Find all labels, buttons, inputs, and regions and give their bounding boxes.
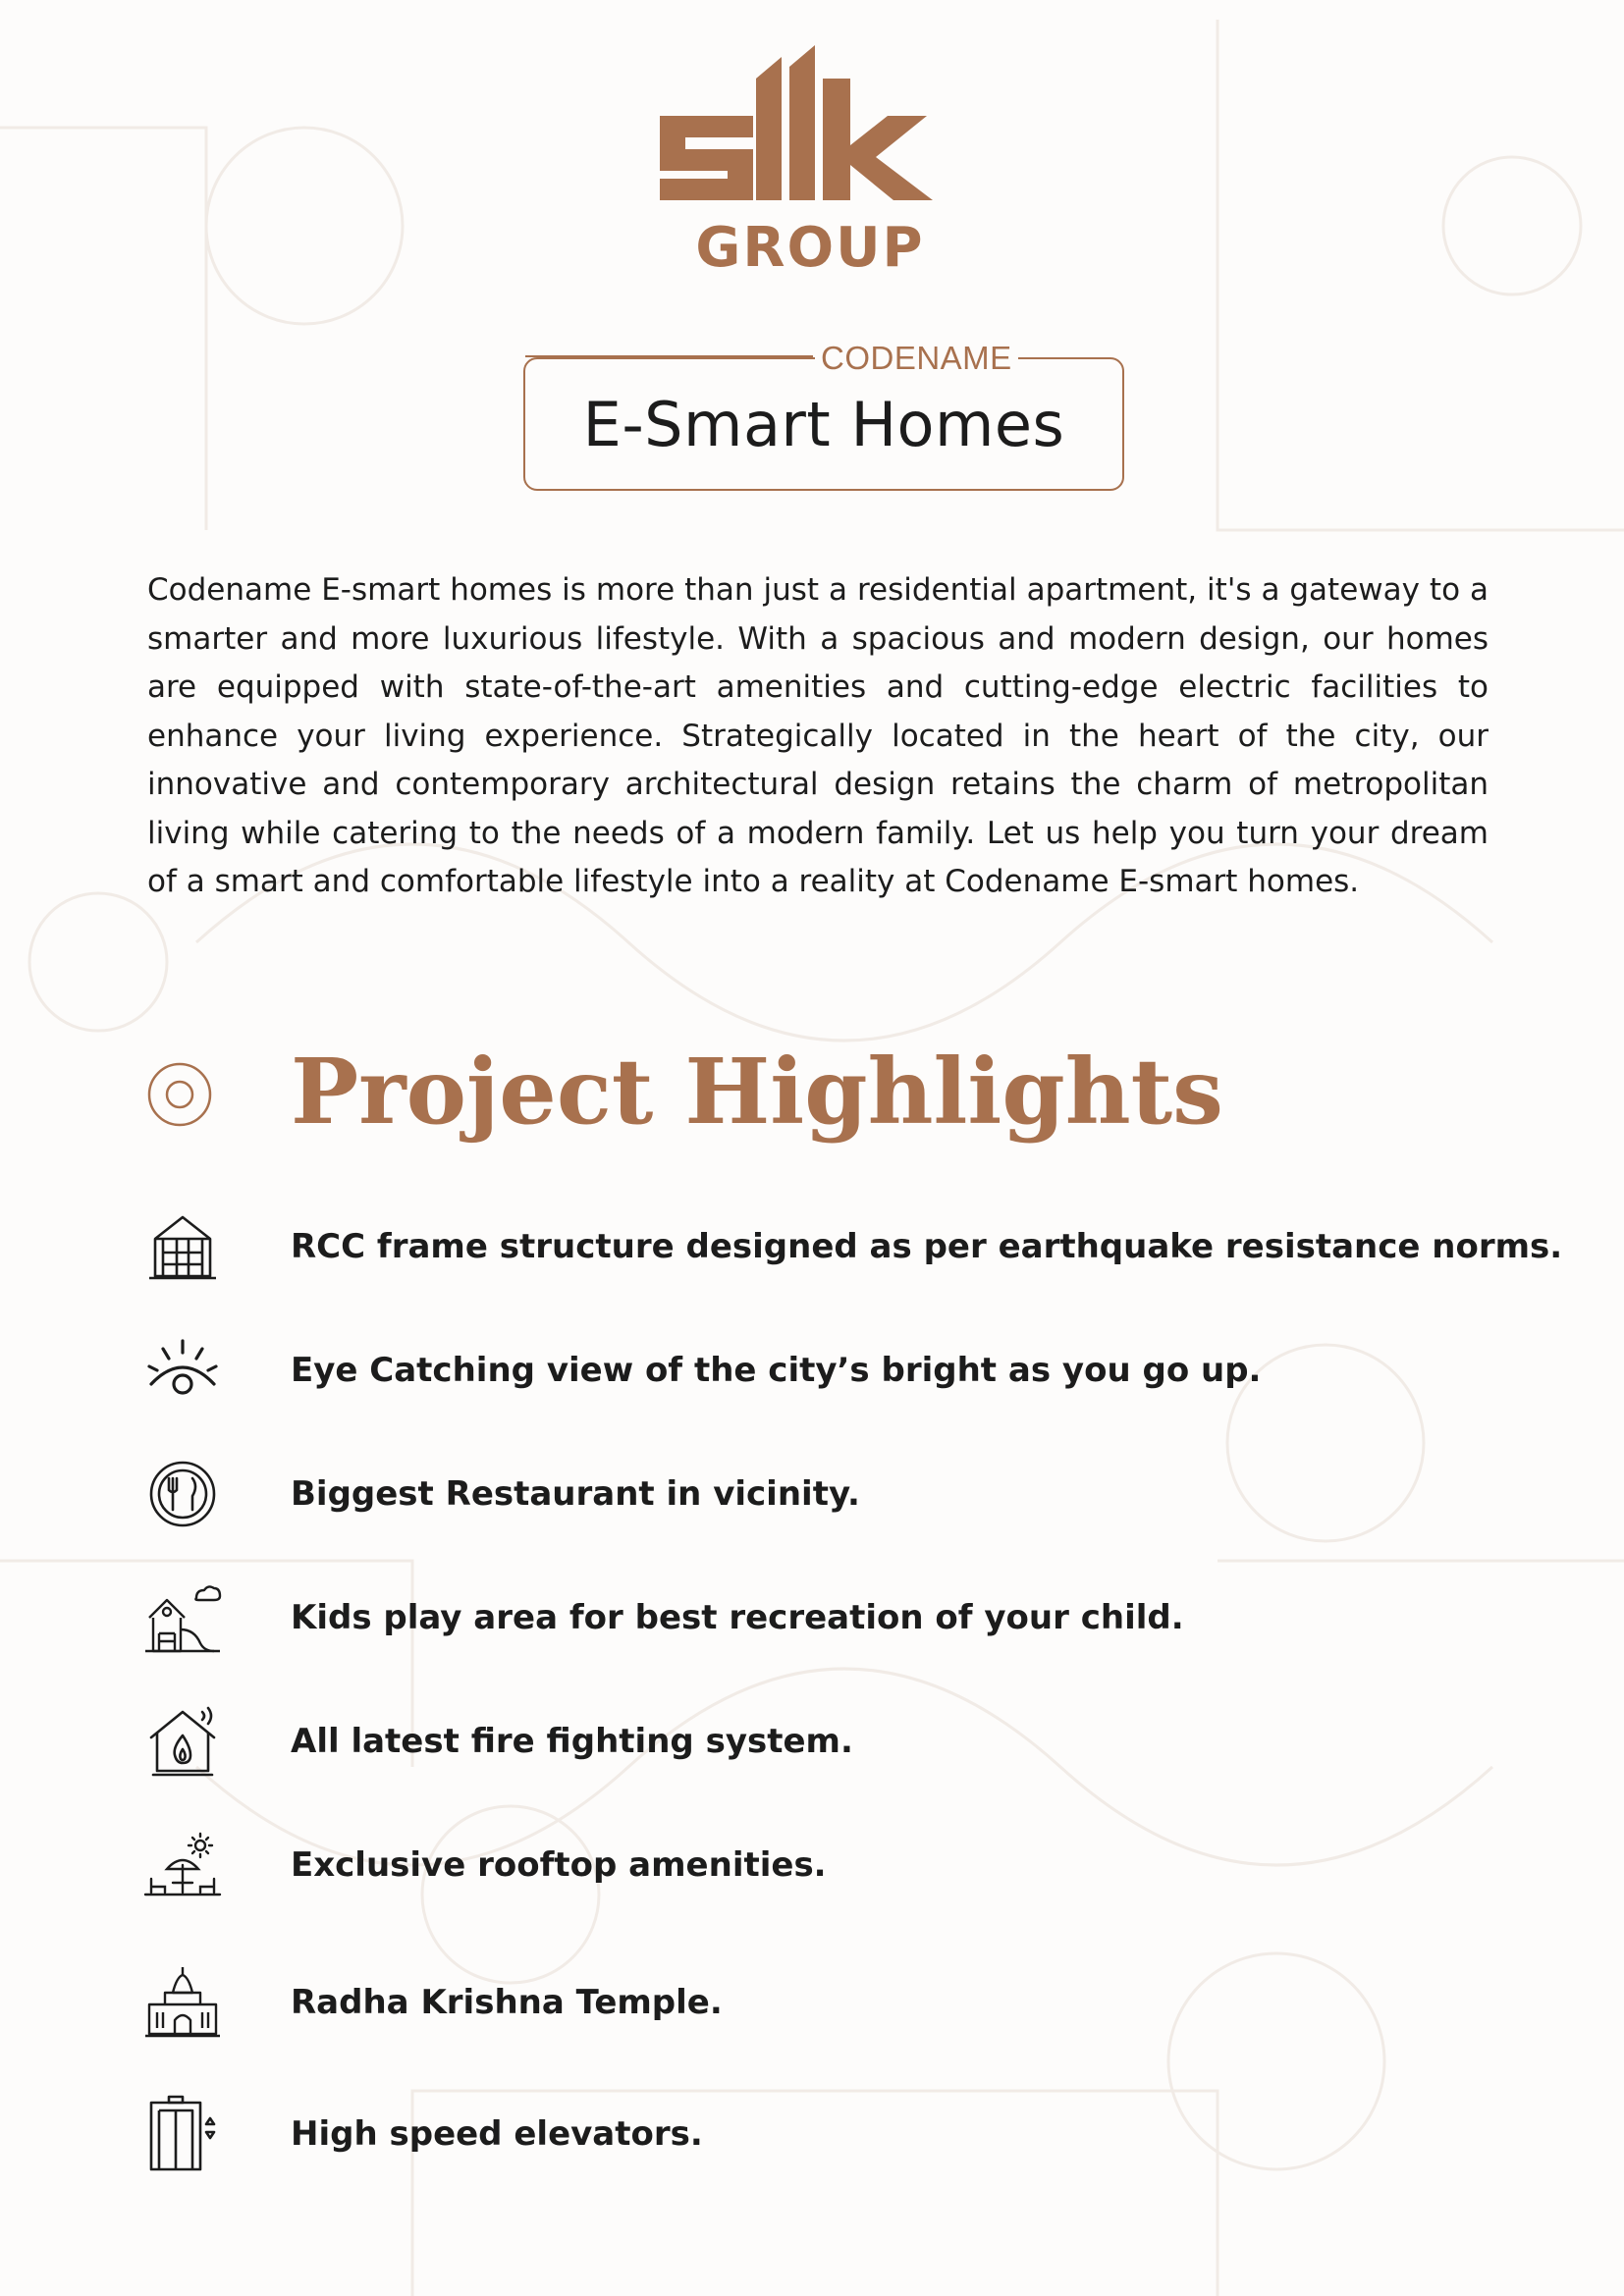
highlight-text: Exclusive rooftop amenities. [291,1845,827,1885]
restaurant-icon [143,1455,222,1533]
elevator-icon [143,2095,222,2173]
fire-fighting-icon [143,1702,222,1781]
list-item [137,1953,1591,2052]
list-item [137,1816,1591,1914]
codename-label: CODENAME [815,342,1018,375]
highlight-text: RCC frame structure designed as per earthquake resistance norms. [291,1227,1563,1266]
highlight-text: Radha Krishna Temple. [291,1983,723,2022]
codename-rule-left [525,355,813,357]
target-circle-icon [146,1061,213,1128]
intro-paragraph: Codename E-smart homes is more than just a residential apartment, it's a gateway to a smarter and more luxurious lifestyle. With a spacious and modern design, our homes are equipped with state-of-the-art amenities and cutting-edge electric facilities to enhance your living experience. Strategically located in the heart of the city, our innovative and contemporary architectural design retains the charm of metropolitan living while catering to the needs of a modern family. Let us help you turn your dream of a smart and comfortable lifestyle into a reality at Codename E-smart homes. [147,572,1489,899]
highlight-text: All latest fire fighting system. [291,1722,853,1761]
project-title: E-Smart Homes [582,389,1065,460]
list-item [137,1445,1591,1543]
highlight-text: Eye Catching view of the city’s bright as you go up. [291,1351,1262,1390]
list-item [137,2085,1591,2183]
brand-logo [648,39,972,285]
section-title: Project Highlights [291,1039,1223,1145]
list-item [137,1692,1591,1790]
list-item [137,1569,1591,1667]
building-frame-icon [143,1207,222,1286]
eye-view-icon [143,1331,222,1410]
highlight-text: Biggest Restaurant in vicinity. [291,1474,860,1514]
kids-play-icon [143,1578,222,1657]
codename-box [523,340,1124,491]
logo-wordmark: GROUP [695,216,925,280]
highlight-text: Kids play area for best recreation of your child. [291,1598,1184,1637]
highlight-text: High speed elevators. [291,2114,703,2154]
sk-logo-mark [648,39,972,216]
list-item [137,1198,1591,1296]
temple-icon [143,1963,222,2042]
list-item [137,1321,1591,1419]
rooftop-icon [143,1826,222,1904]
